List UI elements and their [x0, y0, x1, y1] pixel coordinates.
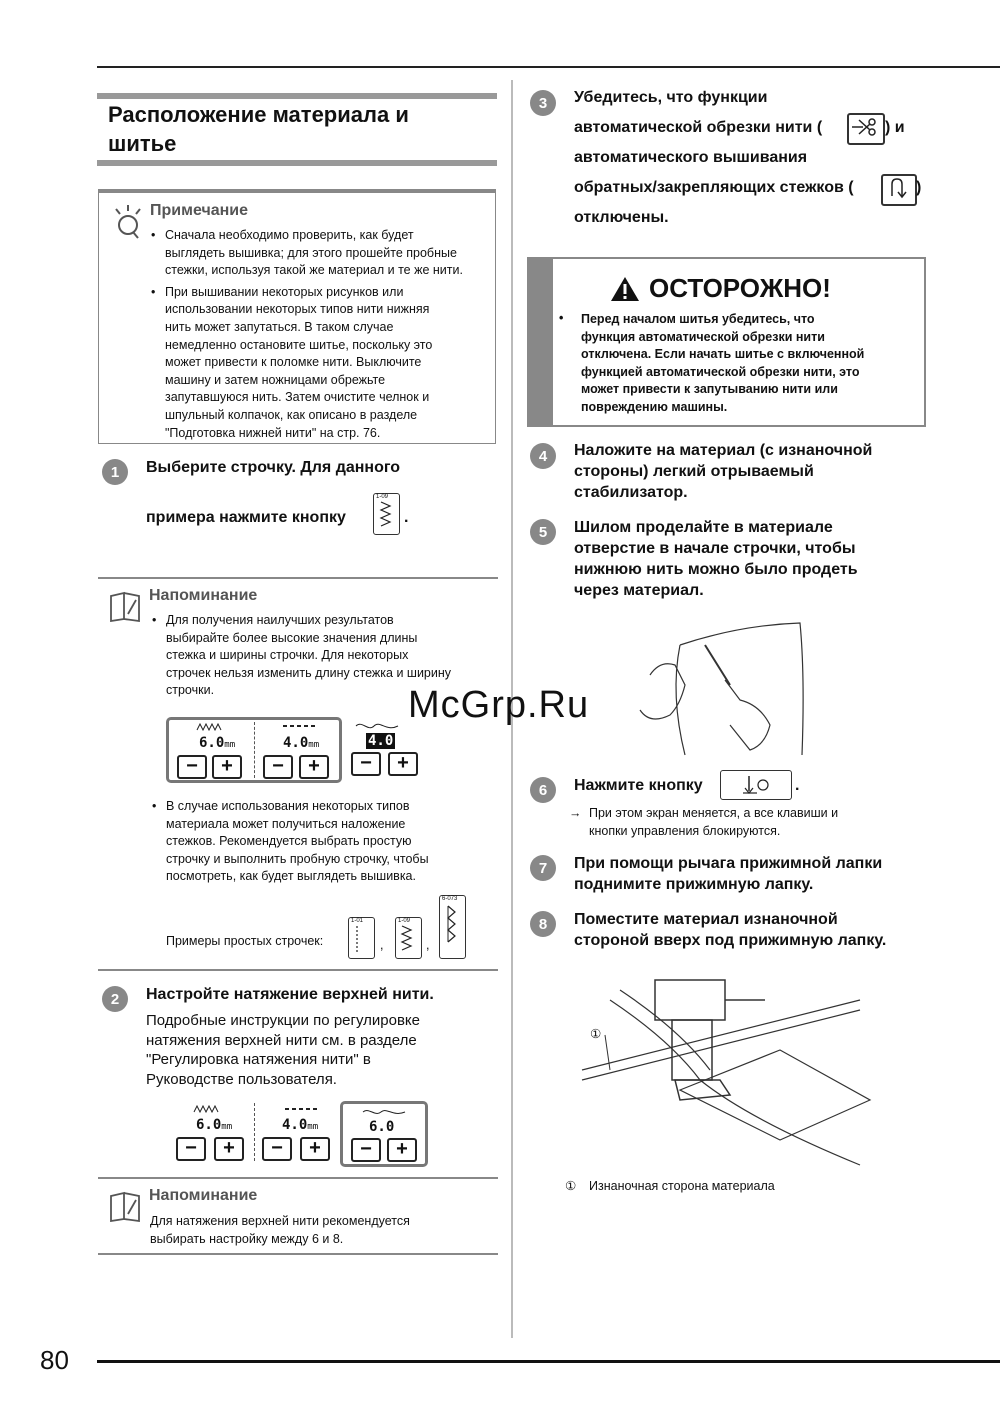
lightbulb-icon — [111, 203, 145, 241]
step-3-line3: автоматического вышивания — [574, 149, 808, 166]
panel2-width-value: 6.0mm — [196, 1117, 233, 1133]
thread-tension-icon — [354, 720, 400, 732]
note-heading: Примечание — [150, 202, 249, 219]
warning-side-bar — [529, 259, 553, 425]
step-6-text: Нажмите кнопку — [574, 777, 703, 794]
note-bullets — [149, 227, 494, 442]
step-2-body: Подробные инструкции по регулировке натяжения верхней нити см. в разделе "Регулировка натяжения нити" в Руководстве пользователя. — [146, 1012, 420, 1088]
memo2-rule — [98, 1177, 498, 1179]
scissors-icon — [849, 115, 879, 139]
memo1-rule — [98, 577, 498, 579]
warning-title: ОСТОРОЖНО! — [649, 273, 831, 303]
warning-triangle-icon — [609, 275, 641, 303]
panel1-length-value: 4.0mm — [283, 735, 320, 751]
step-4-text: Наложите на материал (с изнаночной стороны) легкий отрываемый стабилизатор. — [574, 442, 873, 501]
warning-box — [527, 257, 926, 427]
step-3-icon: 3 — [530, 90, 556, 116]
title-bar-bottom — [97, 160, 497, 166]
panel1-tension-value: 4.0 — [368, 733, 394, 749]
panel2-length-minus-button[interactable]: − — [262, 1137, 292, 1161]
memo-book-icon-2 — [108, 1190, 142, 1222]
memo2-text: Для натяжения верхней нити рекомендуется выбирать настройку между 6 и 8. — [150, 1214, 410, 1246]
step-1-line1: Выберите строчку. Для данного — [146, 459, 401, 476]
figure-caption: Изнаночная сторона материала — [589, 1179, 775, 1193]
figure-caption-num: ① — [565, 1179, 577, 1193]
panel1-width-value: 6.0mm — [199, 735, 236, 751]
title-bar-top — [97, 93, 497, 99]
panel2-length-value: 4.0mm — [282, 1117, 319, 1133]
note-bullet-2: • При вышивании некоторых рисунков или использовании некоторых типов нити нижняя нить может запутаться. В таком случае немедленно остановите шитье, поскольку это может привести к поломке нити. Выключите машину и затем ножницами обрежьте запутавшуюся нить. Затем очистите челнок и шпульный колпачок, как описано в разделе "Подготовка нижней нити" на стр. 76. — [149, 284, 494, 442]
memo1-heading: Напоминание — [149, 587, 258, 604]
stitch-panel-1 — [166, 717, 342, 783]
examples-sep-2: , — [426, 938, 430, 952]
panel2-width-minus-button[interactable]: − — [176, 1137, 206, 1161]
stitch-key-1-01[interactable]: 1-01 — [348, 917, 375, 959]
warning-bullet: • — [559, 311, 564, 325]
memo1-end-rule — [98, 969, 498, 971]
memo1-bullet-2: • В случае использования некоторых типов материала может получиться наложение стежков. Рекомендуется выбрать простую строчку и выполнить пробную строчку, чтобы посмотреть, как будет выглядеть вышивка. — [150, 798, 495, 886]
bottom-rule — [97, 1360, 1000, 1363]
section-title — [108, 100, 488, 158]
step-8-text: Поместите материал изнаночной стороной вверх под прижимную лапку. — [574, 911, 887, 949]
step-1-line2: примера нажмите кнопку — [146, 509, 346, 526]
step-7-text: При помощи рычага прижимной лапки поднимите прижимную лапку. — [574, 855, 883, 893]
step-6-result: При этом экран меняется, а все клавиши и кнопки управления блокируются. — [589, 806, 839, 838]
reverse-stitch-icon — [883, 176, 911, 200]
panel1-tension-plus-button[interactable]: + — [388, 752, 418, 776]
step-3-line4a: обратных/закрепляющих стежков ( — [574, 179, 854, 196]
warning-text: Перед началом шитья убедитесь, что функция автоматической обрезки нити отключена. Если начать шитье с включенной функцией автоматической обрезки нити, это может привести к запутыванию нити или повреждению машины. — [581, 312, 865, 414]
stitch-key-1-09[interactable]: 1-09 — [373, 493, 400, 535]
zigzag-width-icon-2 — [193, 1104, 219, 1114]
stitch-panel-2 — [166, 1101, 428, 1167]
watermark: McGrp.Ru — [408, 684, 590, 726]
examples-label: Примеры простых строчек: — [166, 934, 324, 948]
step-2-title: Настройте натяжение верхней нити. — [146, 986, 434, 1003]
step-3-line4b: ) — [916, 179, 922, 196]
thread-tension-icon-2 — [361, 1107, 407, 1117]
page-number: 80 — [40, 1345, 69, 1375]
auto-thread-cut-key[interactable] — [847, 113, 885, 145]
panel2-length-plus-button[interactable]: + — [300, 1137, 330, 1161]
stitch-length-icon — [282, 722, 316, 730]
note-box — [98, 189, 496, 444]
step-5-icon: 5 — [530, 519, 556, 545]
section-title-line2: шитье — [108, 131, 177, 156]
presser-foot-illustration — [580, 970, 880, 1170]
step-4-icon: 4 — [530, 443, 556, 469]
panel1-tension-minus-button[interactable]: − — [351, 752, 381, 776]
memo-book-icon — [108, 590, 142, 622]
zigzag-width-icon — [196, 722, 222, 732]
panel1-width-plus-button[interactable]: + — [212, 755, 242, 779]
step-3-line2a: автоматической обрезки нити ( — [574, 119, 823, 136]
panel2-tension-group — [340, 1101, 428, 1167]
step-5-text: Шилом проделайте в материале отверстие в начале строчки, чтобы нижнюю нить можно было продеть через материал. — [574, 519, 858, 599]
panel2-tension-plus-button[interactable]: + — [387, 1138, 417, 1162]
note-bullet-1: • Сначала необходимо проверить, как будет выглядеть вышивка; для этого прошейте пробные стежки, используя такой же материал и те же нити. — [149, 227, 494, 280]
step-7-icon: 7 — [530, 855, 556, 881]
memo2-end-rule — [98, 1253, 498, 1255]
auto-reinforcement-key[interactable] — [881, 174, 917, 206]
top-rule — [97, 66, 1000, 68]
presser-foot-lock-icon — [721, 771, 791, 799]
examples-sep-1: , — [380, 938, 384, 952]
step-6-arrow: → — [569, 806, 582, 820]
awl-illustration — [630, 615, 810, 760]
memo2-heading: Напоминание — [149, 1187, 258, 1204]
step-1-icon: 1 — [102, 459, 128, 485]
stitch-key-6-073[interactable]: 6-073 — [439, 895, 466, 959]
panel2-tension-value: 6.0 — [369, 1119, 395, 1135]
panel1-width-minus-button[interactable]: − — [177, 755, 207, 779]
step-3-line5: отключены. — [574, 209, 669, 226]
section-title-line1: Расположение материала и — [108, 102, 409, 127]
figure-callout: ① — [590, 1027, 602, 1041]
stitch-length-icon-2 — [284, 1105, 318, 1113]
panel2-tension-minus-button[interactable]: − — [351, 1138, 381, 1162]
panel2-width-plus-button[interactable]: + — [214, 1137, 244, 1161]
step-3-line1: Убедитесь, что функции — [574, 89, 768, 106]
step-2-icon: 2 — [102, 986, 128, 1012]
step-1-end: . — [404, 509, 409, 526]
panel1-length-plus-button[interactable]: + — [299, 755, 329, 779]
presser-foot-lock-key[interactable] — [720, 770, 792, 800]
step-8-icon: 8 — [530, 911, 556, 937]
panel1-length-minus-button[interactable]: − — [263, 755, 293, 779]
memo1-bullet-1: • Для получения наилучших результатов выбирайте более высокие значения длины стежка и ширины строчки. Для некоторых строчек нельзя изменить длину стежка и ширину строчки. — [150, 612, 495, 700]
step-6-end: . — [795, 777, 800, 794]
step-6-icon: 6 — [530, 777, 556, 803]
step-3-line2b: ) и — [885, 119, 905, 136]
stitch-key-1-09-example[interactable]: 1-09 — [395, 917, 422, 959]
